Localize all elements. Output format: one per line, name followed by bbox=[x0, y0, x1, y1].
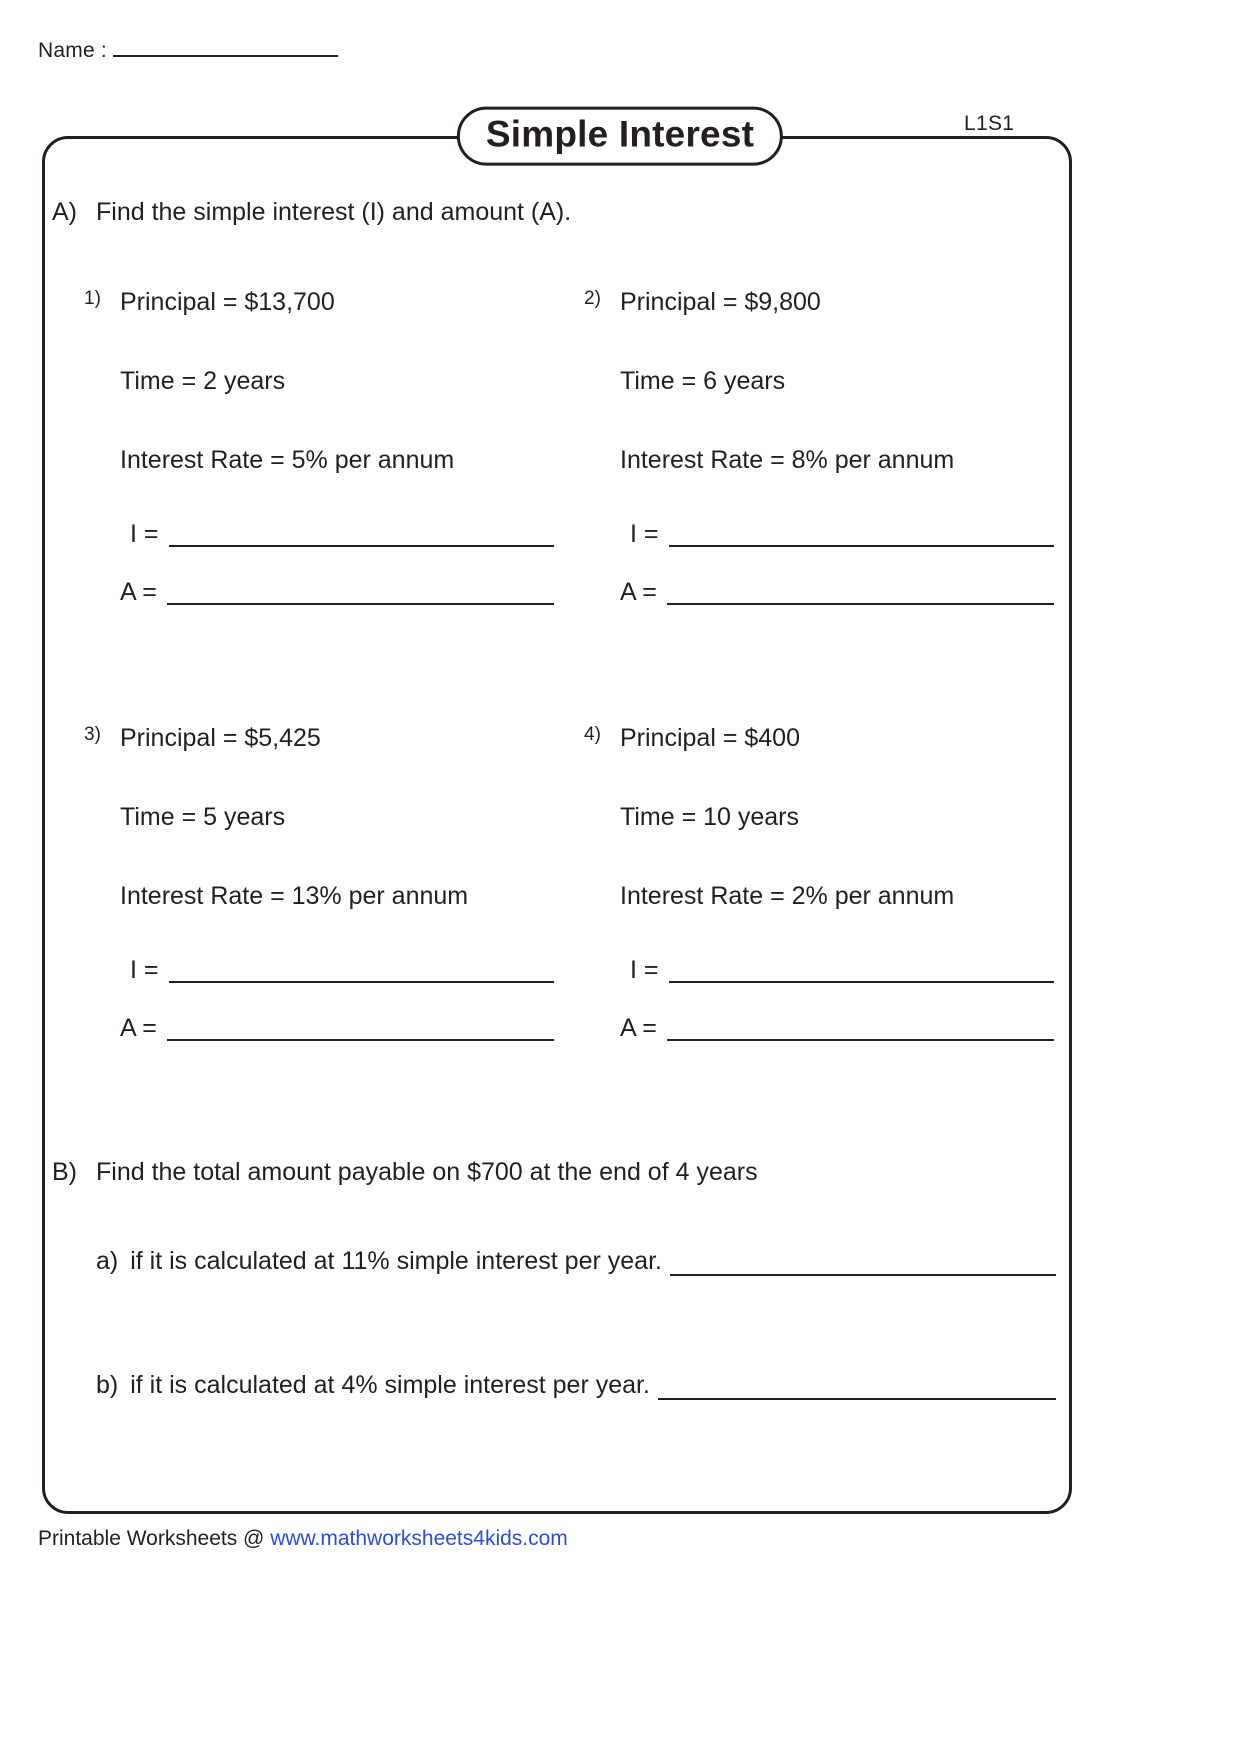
problem-1-time: Time = 2 years bbox=[120, 367, 286, 395]
worksheet-title-pill bbox=[457, 107, 783, 166]
problem-2-amount-blank[interactable] bbox=[667, 577, 1054, 605]
problem-1-amount-blank[interactable] bbox=[167, 577, 554, 605]
problem-3-interest-label: I = bbox=[130, 956, 159, 984]
problem-1-amount-answer bbox=[120, 577, 554, 605]
problem-2-amount-answer bbox=[620, 577, 1054, 605]
name-input-blank[interactable] bbox=[113, 33, 338, 57]
footer bbox=[38, 1527, 568, 1551]
problem-1-principal-row bbox=[84, 288, 554, 317]
section-b-item-b-text: if it is calculated at 4% simple interest per year. bbox=[130, 1371, 650, 1399]
problem-2-number: 2) bbox=[584, 288, 601, 309]
problem-2-interest-blank[interactable] bbox=[669, 519, 1055, 547]
problem-1-number: 1) bbox=[84, 288, 101, 309]
section-b-item-a-blank[interactable] bbox=[670, 1250, 1056, 1276]
section-a-instruction: Find the simple interest (I) and amount (A). bbox=[96, 198, 572, 226]
problem-3-amount-label: A = bbox=[120, 1014, 157, 1042]
section-b-item-a bbox=[96, 1248, 1056, 1276]
section-a-heading bbox=[52, 198, 571, 227]
problem-4-number: 4) bbox=[584, 724, 601, 745]
footer-url[interactable]: www.mathworksheets4kids.com bbox=[270, 1527, 568, 1550]
problem-4-interest-answer bbox=[630, 955, 1054, 983]
problem-2-rate: Interest Rate = 8% per annum bbox=[620, 446, 955, 474]
problem-1-interest-answer bbox=[130, 519, 554, 547]
problem-3 bbox=[84, 724, 554, 1071]
section-b-marker: B) bbox=[52, 1158, 77, 1186]
problem-3-time: Time = 5 years bbox=[120, 803, 286, 831]
problem-3-interest-answer bbox=[130, 955, 554, 983]
problem-4-principal: Principal = $400 bbox=[620, 724, 800, 752]
problem-4-interest-blank[interactable] bbox=[669, 955, 1055, 983]
problem-2-interest-label: I = bbox=[630, 520, 659, 548]
problem-1-amount-label: A = bbox=[120, 578, 157, 606]
sheet-code-label: L1S1 bbox=[960, 112, 1018, 136]
problem-4-rate: Interest Rate = 2% per annum bbox=[620, 882, 955, 910]
problem-3-interest-blank[interactable] bbox=[169, 955, 555, 983]
section-b-item-a-text: if it is calculated at 11% simple interest per year. bbox=[130, 1247, 662, 1275]
problem-4-amount-answer bbox=[620, 1013, 1054, 1041]
problem-4-interest-label: I = bbox=[630, 956, 659, 984]
problem-4-amount-blank[interactable] bbox=[667, 1013, 1054, 1041]
problem-2-principal: Principal = $9,800 bbox=[620, 288, 821, 316]
problem-1-interest-blank[interactable] bbox=[169, 519, 555, 547]
problem-4 bbox=[584, 724, 1054, 1071]
problem-4-principal-row bbox=[584, 724, 1054, 753]
name-label: Name : bbox=[38, 39, 107, 62]
problem-1-interest-label: I = bbox=[130, 520, 159, 548]
problem-3-principal: Principal = $5,425 bbox=[120, 724, 321, 752]
problem-4-amount-label: A = bbox=[620, 1014, 657, 1042]
problem-1 bbox=[84, 288, 554, 635]
page-title: Simple Interest bbox=[485, 113, 755, 155]
section-a-marker: A) bbox=[52, 198, 77, 226]
section-b-heading bbox=[52, 1158, 758, 1187]
problem-2-principal-row bbox=[584, 288, 1054, 317]
problem-4-time: Time = 10 years bbox=[620, 803, 800, 831]
problem-2 bbox=[584, 288, 1054, 635]
problem-3-amount-blank[interactable] bbox=[167, 1013, 554, 1041]
problem-3-amount-answer bbox=[120, 1013, 554, 1041]
problem-2-amount-label: A = bbox=[620, 578, 657, 606]
problem-3-number: 3) bbox=[84, 724, 101, 745]
problem-2-time: Time = 6 years bbox=[620, 367, 786, 395]
problem-3-rate: Interest Rate = 13% per annum bbox=[120, 882, 469, 910]
section-b-instruction: Find the total amount payable on $700 at the end of 4 years bbox=[96, 1158, 758, 1186]
section-b-item-b bbox=[96, 1372, 1056, 1400]
name-row bbox=[38, 33, 338, 63]
problem-3-principal-row bbox=[84, 724, 554, 753]
section-b-item-b-blank[interactable] bbox=[658, 1374, 1056, 1400]
section-b-item-b-marker: b) bbox=[96, 1371, 119, 1399]
problem-1-rate: Interest Rate = 5% per annum bbox=[120, 446, 455, 474]
section-b-item-a-marker: a) bbox=[96, 1247, 119, 1275]
problem-1-principal: Principal = $13,700 bbox=[120, 288, 335, 316]
footer-prefix: Printable Worksheets @ bbox=[38, 1527, 271, 1550]
problem-2-interest-answer bbox=[630, 519, 1054, 547]
